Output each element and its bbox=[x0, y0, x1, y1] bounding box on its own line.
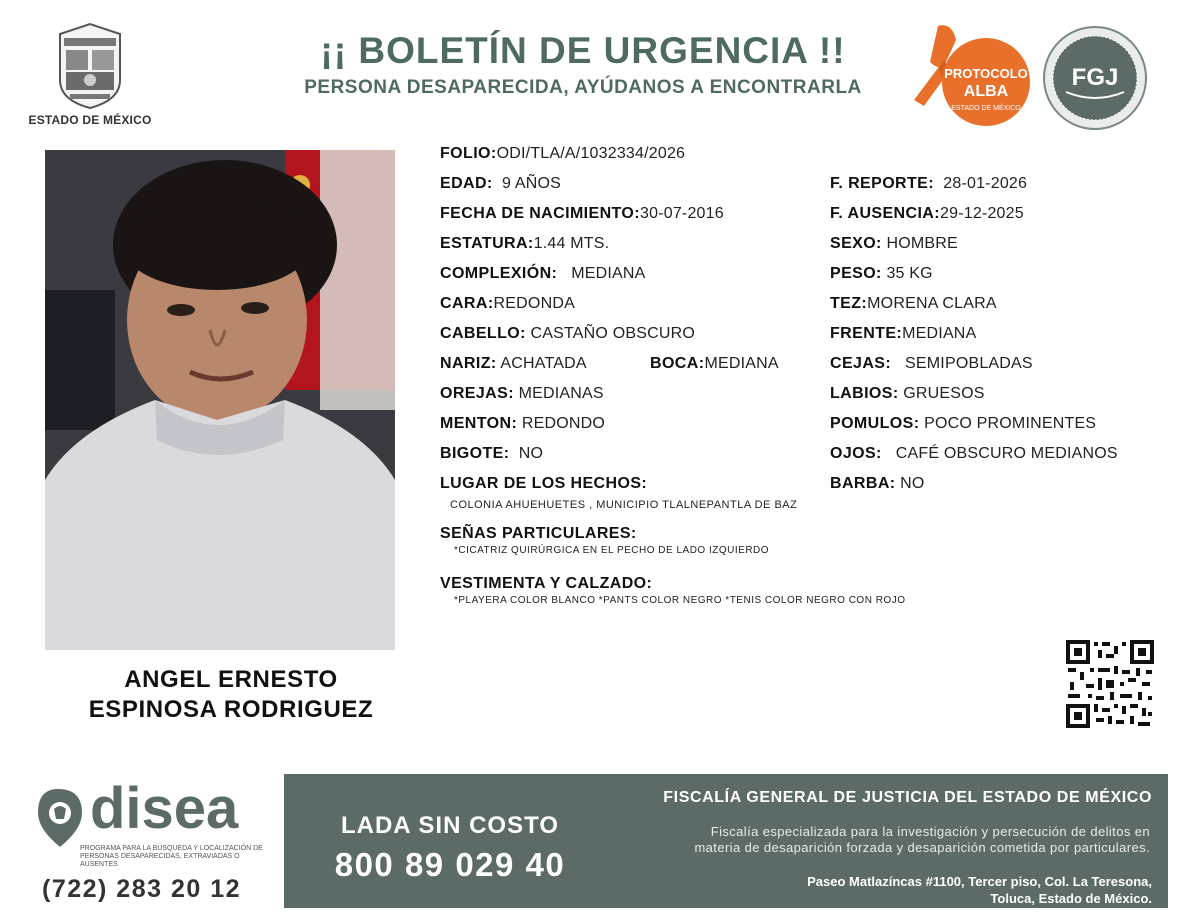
person-name-line1: ANGEL ERNESTO bbox=[124, 666, 338, 693]
field-label: ESTATURA: bbox=[440, 235, 534, 252]
field-value: SEMIPOBLADAS bbox=[905, 355, 1033, 372]
field-label: MENTON: bbox=[440, 415, 518, 432]
field-barba bbox=[830, 475, 925, 493]
field-f-ausencia bbox=[830, 205, 1024, 223]
field-ojos bbox=[830, 445, 1118, 463]
lada-number[interactable]: 800 89 029 40 bbox=[334, 846, 566, 883]
field-edad bbox=[440, 175, 561, 193]
field-value: NO bbox=[900, 475, 925, 492]
field-complexion bbox=[440, 265, 646, 283]
field-value: MEDIANA bbox=[571, 265, 646, 282]
field-nariz bbox=[440, 355, 587, 373]
person-photo bbox=[45, 150, 395, 650]
field-labios bbox=[830, 385, 985, 403]
field-cara bbox=[440, 295, 575, 313]
odisea-desc: PROGRAMA PARA LA BÚSQUEDA Y LOCALIZACIÓN DE PERSONAS DESAPARECIDAS, EXTRAVIADAS O AUSENTES bbox=[80, 845, 263, 868]
field-label: TEZ: bbox=[830, 295, 868, 312]
field-value: 1.44 MTS. bbox=[533, 235, 610, 252]
field-label: F. REPORTE: bbox=[830, 175, 934, 192]
field-label: FRENTE: bbox=[830, 325, 903, 342]
field-label: POMULOS: bbox=[830, 415, 920, 432]
address-line2: Toluca, Estado de México. bbox=[990, 891, 1152, 906]
field-label: BOCA: bbox=[650, 355, 705, 372]
field-label: LABIOS: bbox=[830, 385, 899, 402]
field-label: CABELLO: bbox=[440, 325, 526, 342]
field-f-reporte bbox=[830, 175, 1027, 193]
page-subtitle: PERSONA DESAPARECIDA, AYÚDANOS A ENCONTRARLA bbox=[304, 77, 862, 98]
field-value: MEDIANA bbox=[704, 355, 779, 372]
field-label: SEXO: bbox=[830, 235, 882, 252]
odisea-name: disea bbox=[90, 776, 239, 841]
state-name: ESTADO DE MÉXICO bbox=[28, 113, 152, 127]
field-label: BIGOTE: bbox=[440, 445, 510, 462]
field-label: LUGAR DE LOS HECHOS: bbox=[440, 475, 648, 492]
field-value: CASTAÑO OBSCURO bbox=[530, 325, 696, 342]
fgj-address bbox=[620, 873, 1152, 907]
field-lugar-label bbox=[440, 475, 647, 493]
field-senas-label bbox=[440, 525, 637, 543]
field-value: CAFÉ OBSCURO MEDIANOS bbox=[895, 445, 1118, 462]
field-value: ODI/TLA/A/1032334/2026 bbox=[496, 145, 686, 162]
field-label: CARA: bbox=[440, 295, 494, 312]
field-vestimenta-value: *PLAYERA COLOR BLANCO *PANTS COLOR NEGRO *TENIS COLOR NEGRO CON ROJO bbox=[454, 595, 906, 606]
field-value: 35 KG bbox=[886, 265, 933, 282]
field-value: ACHATADA bbox=[500, 355, 587, 372]
field-value: GRUESOS bbox=[903, 385, 985, 402]
fgj-logo-text: FGJ bbox=[1071, 64, 1119, 91]
person-name-line2: ESPINOSA RODRIGUEZ bbox=[88, 696, 374, 723]
field-value: MEDIANA bbox=[902, 325, 977, 342]
field-label: EDAD: bbox=[440, 175, 493, 192]
field-label: CEJAS: bbox=[830, 355, 892, 372]
field-value: 29-12-2025 bbox=[940, 205, 1024, 222]
field-cabello bbox=[440, 325, 695, 343]
field-peso bbox=[830, 265, 933, 283]
field-value: HOMBRE bbox=[886, 235, 958, 252]
field-boca bbox=[650, 355, 779, 373]
field-folio bbox=[440, 145, 685, 163]
field-value: NO bbox=[518, 445, 544, 462]
field-vestimenta-label bbox=[440, 575, 652, 593]
field-value: REDONDA bbox=[493, 295, 575, 312]
field-fecha-nacimiento bbox=[440, 205, 724, 223]
fgj-badge-icon bbox=[1042, 24, 1148, 132]
field-label: OJOS: bbox=[830, 445, 882, 462]
person-name bbox=[45, 665, 417, 725]
field-label: BARBA: bbox=[830, 475, 896, 492]
field-label: OREJAS: bbox=[440, 385, 514, 402]
field-label: SEÑAS PARTICULARES: bbox=[440, 525, 637, 542]
field-label: VESTIMENTA Y CALZADO: bbox=[440, 575, 653, 592]
alba-ribbon-icon bbox=[900, 22, 1030, 132]
field-label: F. AUSENCIA: bbox=[830, 205, 940, 222]
fgj-description bbox=[600, 824, 1150, 856]
alba-line2: ALBA bbox=[963, 83, 1009, 100]
field-label: NARIZ: bbox=[440, 355, 497, 372]
lada-label: LADA SIN COSTO bbox=[340, 812, 559, 839]
fgj-desc-line2: materia de desaparición forzada y desaparición cometida por particulares. bbox=[694, 840, 1150, 855]
odisea-logo bbox=[30, 776, 270, 873]
field-lugar-value: COLONIA AHUEHUETES , MUNICIPIO TLALNEPANTLA DE BAZ bbox=[450, 499, 798, 511]
field-value: 28-01-2026 bbox=[943, 175, 1028, 192]
field-cejas bbox=[830, 355, 1033, 373]
field-frente bbox=[830, 325, 976, 343]
field-menton bbox=[440, 415, 605, 433]
field-value: MEDIANAS bbox=[518, 385, 604, 402]
field-value: POCO PROMINENTES bbox=[924, 415, 1097, 432]
field-senas-value: *CICATRIZ QUIRÚRGICA EN EL PECHO DE LADO IZQUIERDO bbox=[454, 545, 770, 556]
field-label: COMPLEXIÓN: bbox=[440, 265, 558, 282]
field-label: PESO: bbox=[830, 265, 882, 282]
fgj-desc-line1: Fiscalía especializada para la investigación y persecución de delitos en bbox=[710, 824, 1150, 839]
field-tez bbox=[830, 295, 997, 313]
alba-line3: ESTADO DE MÉXICO bbox=[951, 105, 1021, 112]
fgj-name: FISCALÍA GENERAL DE JUSTICIA DEL ESTADO DE MÉXICO bbox=[663, 789, 1152, 806]
odisea-phone[interactable]: (722) 283 20 12 bbox=[42, 875, 242, 903]
field-sexo bbox=[830, 235, 958, 253]
field-value: REDONDO bbox=[521, 415, 606, 432]
field-value: 30-07-2016 bbox=[640, 205, 724, 222]
field-label: FOLIO: bbox=[440, 145, 497, 162]
state-seal-icon bbox=[50, 20, 130, 110]
field-orejas bbox=[440, 385, 604, 403]
field-value: MORENA CLARA bbox=[867, 295, 997, 312]
field-bigote bbox=[440, 445, 543, 463]
field-label: FECHA DE NACIMIENTO: bbox=[440, 205, 640, 222]
qr-code[interactable] bbox=[1064, 638, 1156, 730]
alba-line1: PROTOCOLO bbox=[944, 66, 1028, 81]
field-pomulos bbox=[830, 415, 1096, 433]
address-line1: Paseo Matlazíncas #1100, Tercer piso, Col. La Teresona, bbox=[807, 874, 1152, 889]
field-estatura bbox=[440, 235, 609, 253]
page-title: ¡¡ BOLETÍN DE URGENCIA !! bbox=[320, 30, 846, 71]
field-value: 9 AÑOS bbox=[501, 175, 561, 192]
